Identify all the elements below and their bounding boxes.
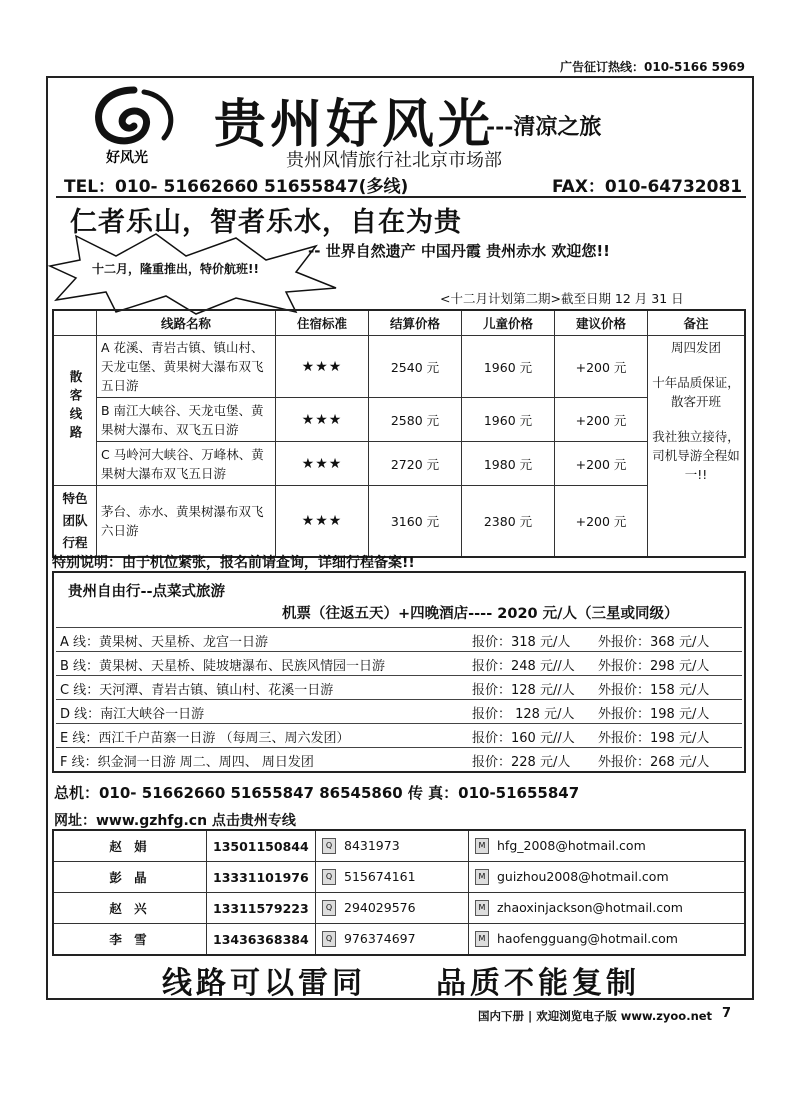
table-row bbox=[53, 442, 745, 486]
quote-price: 报价： 128 元/人 bbox=[472, 707, 575, 722]
quote-price: 报价：160 元//人 bbox=[472, 731, 575, 746]
table-row bbox=[53, 486, 745, 558]
hotel-stars: ★★★ bbox=[276, 398, 369, 442]
staff-phone: 13501150844 bbox=[207, 830, 316, 862]
external-price: 外报价：268 元/人 bbox=[598, 755, 710, 770]
suggest-price: +200 元 bbox=[555, 486, 648, 558]
free-route-name: A 线：黄果树、天星桥、龙宫一日游 bbox=[60, 635, 269, 650]
brand-name: 贵州好风光 bbox=[214, 94, 495, 155]
qq-penguin-icon: Q bbox=[322, 931, 336, 947]
suggest-price: +200 元 bbox=[555, 336, 648, 398]
group-header bbox=[53, 310, 97, 336]
staff-phone: 13436368384 bbox=[207, 924, 316, 956]
table-row bbox=[53, 336, 745, 398]
motto: 仁者乐山，智者乐水，自在为贵 bbox=[70, 207, 462, 238]
staff-phone: 13331101976 bbox=[207, 862, 316, 893]
staff-qq: Q 515674161 bbox=[316, 862, 469, 893]
msn-user-icon: M bbox=[475, 869, 489, 885]
hotel-stars: ★★★ bbox=[276, 442, 369, 486]
fax-number: FAX：010-64732081 bbox=[552, 177, 743, 197]
routes-table bbox=[52, 309, 746, 558]
remark-3: 我社独立接待，司机导游全程如一!! bbox=[652, 429, 740, 482]
footer-slogan bbox=[162, 958, 640, 1002]
footer-text: 国内下册 | 欢迎浏览电子版 www.zyoo.net bbox=[478, 1009, 713, 1023]
website-line: 网址：www.gzhfg.cn 点击贵州专线 bbox=[54, 813, 296, 829]
plan-note: <十二月计划第二期>截至日期 12 月 31 日 bbox=[440, 291, 684, 306]
external-price: 外报价：198 元/人 bbox=[598, 731, 710, 746]
brand-slogan: ---清凉之旅 bbox=[486, 114, 602, 140]
free-route-name: D 线：南江大峡谷一日游 bbox=[60, 707, 205, 722]
free-travel-title: 贵州自由行--点菜式旅游 bbox=[68, 584, 226, 600]
hotel-stars: ★★★ bbox=[276, 336, 369, 398]
qq-penguin-icon: Q bbox=[322, 900, 336, 916]
staff-table bbox=[52, 829, 746, 956]
external-price: 外报价：298 元/人 bbox=[598, 659, 710, 674]
routes-table-header bbox=[53, 310, 745, 336]
staff-email: M guizhou2008@hotmail.com bbox=[469, 862, 746, 893]
table-row bbox=[53, 862, 745, 893]
promo-text: 十二月，隆重推出，特价航班!! bbox=[92, 262, 259, 276]
col-remark: 备注 bbox=[648, 310, 746, 336]
tel-number: TEL：010- 51662660 51655847(多线) bbox=[64, 177, 409, 197]
list-item bbox=[56, 747, 742, 770]
contact-bar bbox=[56, 172, 746, 198]
free-route-name: B 线：黄果树、天星桥、陡坡塘瀑布、民族风情园一日游 bbox=[60, 659, 386, 674]
remark-2: 十年品质保证，散客开班 bbox=[652, 375, 740, 409]
staff-qq: Q 8431973 bbox=[316, 830, 469, 862]
staff-email: M hfg_2008@hotmail.com bbox=[469, 830, 746, 862]
list-item bbox=[56, 699, 742, 722]
staff-name: 赵 兴 bbox=[53, 893, 207, 924]
route-name: 茅台、赤水、黄果树瀑布双飞六日游 bbox=[97, 486, 276, 558]
table-row bbox=[53, 830, 745, 862]
external-price: 外报价：368 元/人 bbox=[598, 635, 710, 650]
remark-1: 周四发团 bbox=[670, 340, 721, 355]
remark-cell bbox=[648, 336, 746, 558]
free-route-name: C 线：天河潭、青岩古镇、镇山村、花溪一日游 bbox=[60, 683, 334, 698]
staff-qq: Q 976374697 bbox=[316, 924, 469, 956]
quote-price: 报价：318 元/人 bbox=[472, 635, 571, 650]
list-item bbox=[56, 651, 742, 674]
child-price: 1960 元 bbox=[462, 398, 555, 442]
msn-user-icon: M bbox=[475, 838, 489, 854]
external-price: 外报价：198 元/人 bbox=[598, 707, 710, 722]
qq-penguin-icon: Q bbox=[322, 838, 336, 854]
price: 3160 元 bbox=[369, 486, 462, 558]
free-route-name: E 线：西江千户苗寨一日游 （每周三、周六发团） bbox=[60, 731, 350, 746]
summary-phone-line: 总机：010- 51662660 51655847 86545860 传 真：010-51655847 bbox=[54, 784, 580, 802]
col-route-name: 线路名称 bbox=[97, 310, 276, 336]
slogan-part-b: 品质不能复制 bbox=[436, 966, 640, 1001]
col-price: 结算价格 bbox=[369, 310, 462, 336]
route-name: B 南江大峡谷、天龙屯堡、黄果树大瀑布、双飞五日游 bbox=[97, 398, 276, 442]
external-price: 外报价：158 元/人 bbox=[598, 683, 710, 698]
route-name: A 花溪、青岩古镇、镇山村、天龙屯堡、黄果树大瀑布双飞五日游 bbox=[97, 336, 276, 398]
page-number: 7 bbox=[722, 1006, 732, 1021]
list-item bbox=[56, 723, 742, 746]
group-scattered: 散客线路 bbox=[53, 336, 97, 486]
slogan-part-a: 线路可以雷同 bbox=[162, 966, 366, 1001]
suggest-price: +200 元 bbox=[555, 398, 648, 442]
free-route-name: F 线：织金洞一日游 周二、周四、 周日发团 bbox=[60, 755, 314, 770]
list-item bbox=[56, 627, 742, 650]
ad-hotline: 广告征订热线：010-5166 5969 bbox=[560, 60, 746, 74]
staff-name: 彭 晶 bbox=[53, 862, 207, 893]
msn-user-icon: M bbox=[475, 931, 489, 947]
col-child-price: 儿童价格 bbox=[462, 310, 555, 336]
child-price: 2380 元 bbox=[462, 486, 555, 558]
table-row bbox=[53, 893, 745, 924]
agency-name: 贵州风情旅行社北京市场部 bbox=[286, 150, 502, 171]
child-price: 1960 元 bbox=[462, 336, 555, 398]
list-item bbox=[56, 675, 742, 698]
table-row bbox=[53, 398, 745, 442]
special-note: 特别说明：由于机位紧张，报名前请查询，详细行程备案!! bbox=[52, 555, 415, 571]
table-row bbox=[53, 924, 745, 956]
msn-user-icon: M bbox=[475, 900, 489, 916]
swirl-logo-icon bbox=[84, 82, 184, 166]
quote-price: 报价：128 元//人 bbox=[472, 683, 575, 698]
staff-phone: 13311579223 bbox=[207, 893, 316, 924]
col-hotel: 住宿标准 bbox=[276, 310, 369, 336]
price: 2540 元 bbox=[369, 336, 462, 398]
heritage-line: -- 世界自然遗产 中国丹霞 贵州赤水 欢迎您!! bbox=[308, 242, 611, 260]
staff-email: M zhaoxinjackson@hotmail.com bbox=[469, 893, 746, 924]
logo-text: 好风光 bbox=[106, 150, 148, 166]
staff-name: 李 雪 bbox=[53, 924, 207, 956]
col-suggest-price: 建议价格 bbox=[555, 310, 648, 336]
price: 2720 元 bbox=[369, 442, 462, 486]
price: 2580 元 bbox=[369, 398, 462, 442]
staff-name: 赵 娟 bbox=[53, 830, 207, 862]
quote-price: 报价：248 元//人 bbox=[472, 659, 575, 674]
qq-penguin-icon: Q bbox=[322, 869, 336, 885]
free-travel-subtitle: 机票（往返五天）+四晚酒店---- 2020 元/人（三星或同级） bbox=[282, 606, 679, 622]
route-name: C 马岭河大峡谷、万峰林、黄果树大瀑布双飞五日游 bbox=[97, 442, 276, 486]
staff-email: M haofengguang@hotmail.com bbox=[469, 924, 746, 956]
group-special: 特色团队行程 bbox=[53, 486, 97, 558]
child-price: 1980 元 bbox=[462, 442, 555, 486]
suggest-price: +200 元 bbox=[555, 442, 648, 486]
staff-qq: Q 294029576 bbox=[316, 893, 469, 924]
hotel-stars: ★★★ bbox=[276, 486, 369, 558]
quote-price: 报价：228 元/人 bbox=[472, 755, 571, 770]
